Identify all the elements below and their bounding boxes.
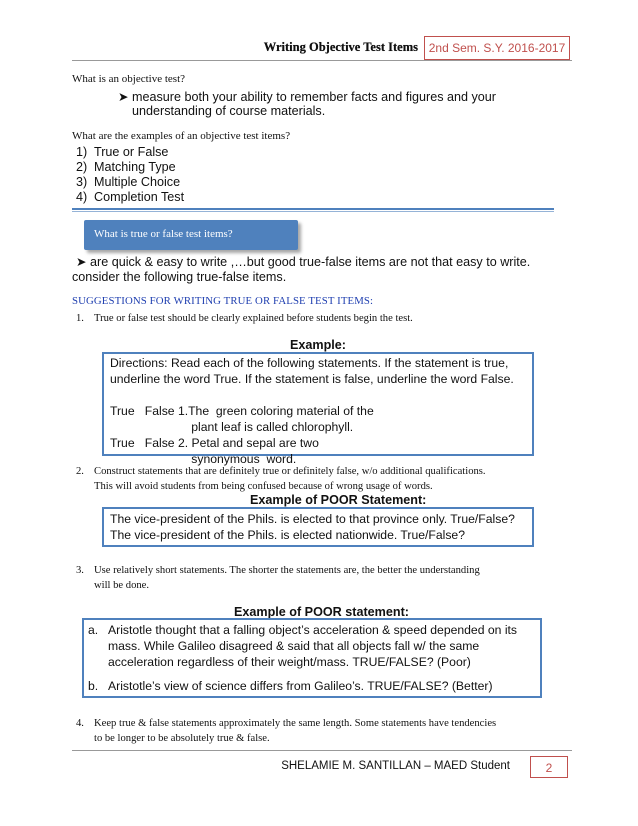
example-line: True False 2. Petal and sepal are two bbox=[110, 436, 319, 450]
arrow-bullet-icon: ➤ bbox=[76, 255, 87, 269]
bullet-continuation: consider the following true-false items. bbox=[72, 270, 287, 284]
example-line: synonymous word. bbox=[110, 452, 297, 466]
arrow-bullet-icon: ➤ bbox=[118, 90, 129, 104]
poor-example-b: b. Aristotle’s view of science differs from Galileo’s. TRUE/FALSE? (Better) bbox=[88, 679, 493, 693]
example-line bbox=[110, 387, 526, 403]
question-examples: What are the examples of an objective test items? bbox=[72, 130, 291, 142]
footer-author: SHELAMIE M. SANTILLAN – MAED Student bbox=[281, 760, 510, 772]
example-line: Directions: Read each of the following statements. If the statement is true, bbox=[110, 356, 509, 370]
example-list bbox=[76, 145, 184, 205]
bullet-item bbox=[76, 254, 530, 269]
poor-example-box-2 bbox=[82, 618, 542, 698]
bullet-text: measure both your ability to remember facts and figures and your bbox=[132, 90, 497, 104]
suggestion-item-4: 4. Keep true & false statements approximately the same length. Some statements have tendencies to be longer to be absolutely true & false. bbox=[76, 718, 497, 744]
header-divider bbox=[72, 60, 572, 61]
list-item: 3) Multiple Choice bbox=[76, 175, 181, 189]
bullet-text: are quick & easy to write ,…but good true-false items are not that easy to write. bbox=[90, 255, 531, 269]
list-item: 1) True or False bbox=[76, 145, 169, 159]
list-item: 2) Matching Type bbox=[76, 160, 176, 174]
example-line: plant leaf is called chlorophyll. bbox=[110, 420, 354, 434]
bullet-continuation: understanding of course materials. bbox=[132, 104, 326, 118]
poor-example-line: The vice-president of the Phils. is elected to that province only. True/False? bbox=[110, 512, 515, 526]
suggestion-item-1: 1. True or false test should be clearly explained before students begin the test. bbox=[76, 313, 413, 324]
page-number: 2 bbox=[530, 756, 568, 778]
section-tab-true-false: What is true or false test items? bbox=[84, 220, 298, 250]
poor-example-box bbox=[102, 507, 534, 547]
header-title: Writing Objective Test Items bbox=[263, 40, 418, 54]
poor-example-title: Example of POOR Statement: bbox=[250, 493, 427, 507]
poor-example-line: The vice-president of the Phils. is elected nationwide. True/False? bbox=[110, 528, 465, 542]
header-semester-box: 2nd Sem. S.Y. 2016-2017 bbox=[424, 36, 570, 60]
footer-divider bbox=[72, 750, 572, 751]
poor-example-a: a. Aristotle thought that a falling object’s acceleration & speed depended on its mass. While Galileo disagreed & said that all objects fall w/ the same acceleration regardless of their weight/mass. TRUE/FALSE? (Poor) bbox=[88, 623, 518, 669]
list-item: 4) Completion Test bbox=[76, 190, 185, 204]
bullet-item bbox=[118, 89, 496, 104]
blue-divider bbox=[72, 208, 554, 210]
example-line: underline the word True. If the statement is false, underline the word False. bbox=[110, 372, 514, 386]
example-title: Example: bbox=[290, 338, 346, 352]
poor-example-title-2: Example of POOR statement: bbox=[234, 605, 409, 619]
suggestion-item-2: 2. Construct statements that are definitely true or definitely false, w/o additional qualifications. This will avoid students from being confused because of wrong usage of words. bbox=[76, 466, 486, 492]
example-line: True False 1.The green coloring material of the bbox=[110, 404, 374, 418]
suggestions-heading: SUGGESTIONS FOR WRITING TRUE OR FALSE TEST ITEMS: bbox=[72, 295, 374, 307]
suggestion-item-3: 3. Use relatively short statements. The shorter the statements are, the better the understanding will be done. bbox=[76, 565, 480, 591]
question-objective-test: What is an objective test? bbox=[72, 73, 186, 85]
blue-divider-light bbox=[72, 211, 554, 212]
example-box bbox=[102, 352, 534, 466]
